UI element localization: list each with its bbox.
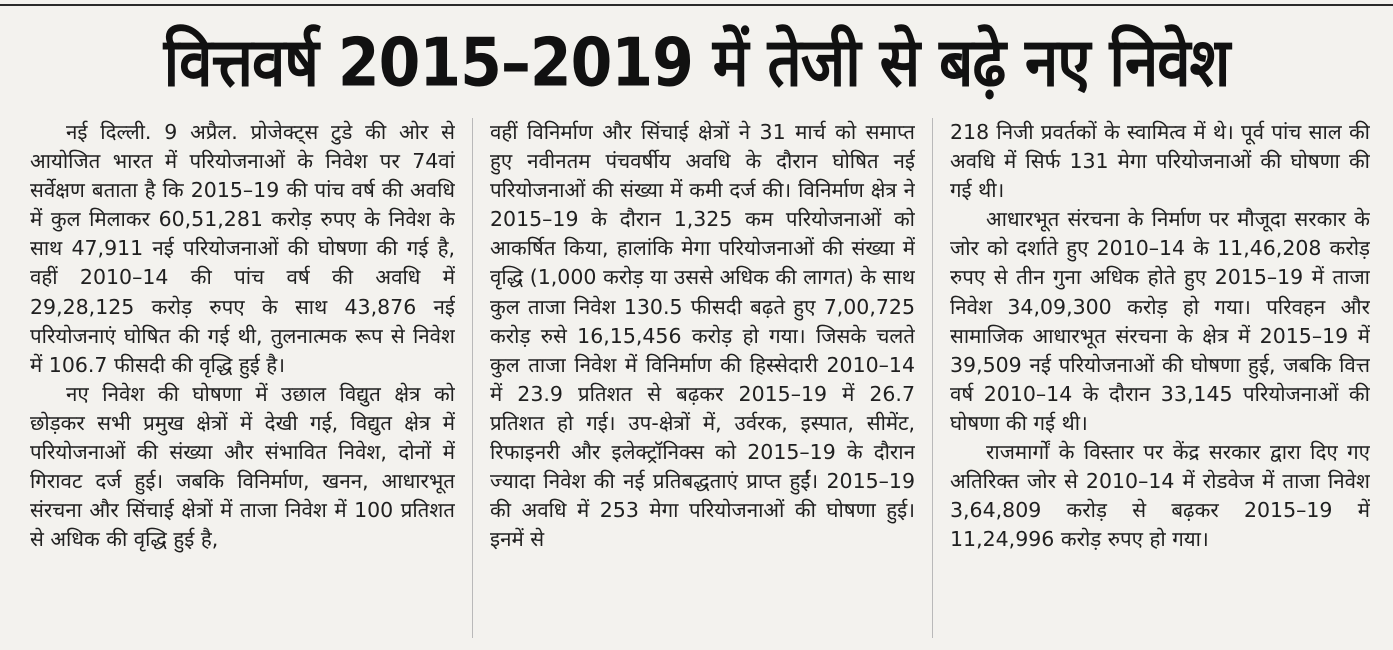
- top-rule: [0, 4, 1393, 6]
- article-column-2: [490, 118, 915, 650]
- headline: वित्तवर्ष 2015–2019 में तेजी से बढ़े नए निवेश: [163, 24, 1230, 103]
- article-column-1: [30, 118, 455, 650]
- article-paragraph: नई दिल्ली. 9 अप्रैल. प्रोजेक्ट्स टुडे की ओर से आयोजित भारत में परियोजनाओं के निवेश पर 74वां सर्वेक्षण बताता है कि 2015–19 की पांच वर्ष की अवधि में कुल मिलाकर 60,51,281 करोड़ रुपए के निवेश के साथ 47,911 नई परियोजनाओं की घोषणा की गई है, वहीं 2010–14 की पांच वर्ष की अवधि में 29,28,125 करोड़ रुपए के साथ 43,876 नई परियोजनाएं घोषित की गई थी, तुलनात्मक रूप से निवेश में 106.7 फीसदी की वृद्धि हुई है।: [30, 120, 455, 377]
- column-divider: [472, 118, 473, 638]
- article-paragraph: वहीं विनिर्माण और सिंचाई क्षेत्रों ने 31 मार्च को समाप्त हुए नवीनतम पंचवर्षीय अवधि के दौरान घोषित नई परियोजनाओं की संख्या में कमी दर्ज की। विनिर्माण क्षेत्र ने 2015–19 के दौरान 1,325 कम परियोजनाओं को आकर्षित किया, हालांकि मेगा परियोजनाओं की संख्या में वृद्धि (1,000 करोड़ या उससे अधिक की लागत) के साथ कुल ताजा निवेश 130.5 फीसदी बढ़ते हुए 7,00,725 करोड़ रुसे 16,15,456 करोड़ हो गया। जिसके चलते कुल ताजा निवेश में विनिर्माण की हिस्सेदारी 2010–14 में 23.9 प्रतिशत से बढ़कर 2015–19 में 26.7 प्रतिशत हो गई। उप-क्षेत्रों में, उर्वरक, इस्पात, सीमेंट, रिफाइनरी और इलेक्ट्रॉनिक्स को 2015–19 के दौरान ज्यादा निवेश की नई प्रतिबद्धताएं प्राप्त हुईं। 2015–19 की अवधि में 253 मेगा परियोजनाओं की घोषणा हुई। इनमें से: [490, 120, 915, 552]
- article-paragraph: राजमार्गों के विस्तार पर केंद्र सरकार द्वारा दिए गए अतिरिक्त जोर से 2010–14 में रोडवेज में ताजा निवेश 3,64,809 करोड़ से बढ़कर 2015–19 में 11,24,996 करोड़ रुपए हो गया।: [950, 440, 1370, 552]
- column-divider: [932, 118, 933, 638]
- article-paragraph: 218 निजी प्रवर्तकों के स्वामित्व में थे। पूर्व पांच साल की अवधि में सिर्फ 131 मेगा परियोजनाओं की घोषणा की गई थी।: [950, 120, 1370, 203]
- article-paragraph: आधारभूत संरचना के निर्माण पर मौजूदा सरकार के जोर को दर्शाते हुए 2010–14 के 11,46,208 करोड़ रुपए से तीन गुना अधिक होते हुए 2015–19 में ताजा निवेश 34,09,300 करोड़ हो गया। परिवहन और सामाजिक आधारभूत संरचना के क्षेत्र में 2015–19 में 39,509 नई परियोजनाओं की घोषणा हुई, जबकि वित्त वर्ष 2010–14 के दौरान 33,145 परियोजनाओं की घोषणा की गई थी।: [950, 207, 1370, 435]
- article-column-3: [950, 118, 1370, 650]
- article-paragraph: नए निवेश की घोषणा में उछाल विद्युत क्षेत्र को छोड़कर सभी प्रमुख क्षेत्रों में देखी गई, विद्युत क्षेत्र में परियोजनाओं की संख्या और संभावित निवेश, दोनों में गिरावट दर्ज हुई। जबकि विनिर्माण, खनन, आधारभूत संरचना और सिंचाई क्षेत्रों में ताजा निवेश में 100 प्रतिशत से अधिक की वृद्धि हुई है,: [30, 381, 455, 552]
